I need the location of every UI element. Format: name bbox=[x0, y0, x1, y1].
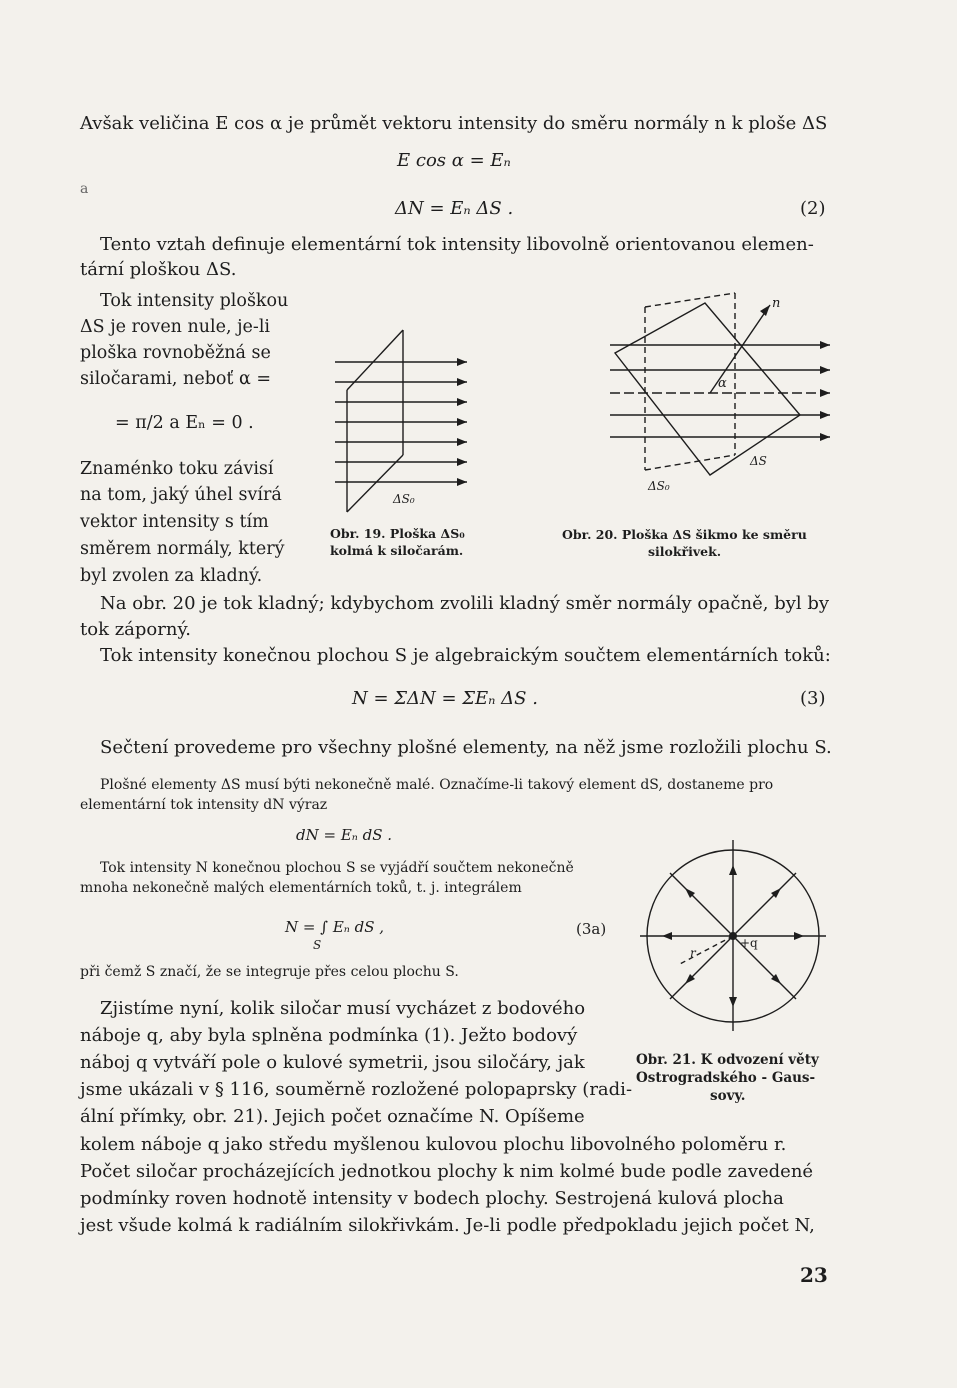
equation-2-number: (2) bbox=[800, 198, 826, 219]
figure-21-label-q: +q bbox=[740, 936, 758, 950]
figure-20-label-ds0: ΔS₀ bbox=[648, 479, 670, 493]
text-line: Znaménko toku závisí bbox=[80, 459, 274, 479]
figure-20-label-alpha: α bbox=[718, 376, 727, 391]
equation-2: ΔN = Eₙ ΔS . bbox=[395, 198, 514, 219]
text-line: ploška rovnoběžná se bbox=[80, 343, 271, 363]
text-line: Tento vztah definuje elementární tok intensity libovolně orientovanou elemen- bbox=[100, 234, 814, 255]
figure-20-label-ds: ΔS bbox=[750, 454, 767, 468]
equation-5-number: (3a) bbox=[576, 920, 607, 938]
text-line: jsme ukázali v § 116, souměrně rozložené polopaprsky (radi- bbox=[80, 1079, 633, 1100]
text-line: jest všude kolmá k radiálním silokřivkám. Je-li podle předpokladu jejich počet N, bbox=[80, 1215, 815, 1236]
equation-4: dN = Eₙ dS . bbox=[296, 826, 393, 844]
text-line: náboj q vytváří pole o kulové symetrii, jsou siločáry, jak bbox=[80, 1052, 585, 1073]
small-text-line: při čemž S značí, že se integruje přes celou plochu S. bbox=[80, 964, 459, 980]
text-line: směrem normály, který bbox=[80, 539, 285, 559]
figure-19 bbox=[325, 320, 475, 520]
text-line: Avšak veličina E cos α je průmět vektoru intensity do směru normály n k ploše ΔS bbox=[80, 113, 828, 134]
text-line: Tok intensity konečnou plochou S je algebraickým součtem elementárních toků: bbox=[100, 645, 831, 666]
small-text-line: Plošné elementy ΔS musí býti nekonečně malé. Označíme-li takový element dS, dostaneme pro bbox=[100, 777, 774, 793]
text-line: na tom, jaký úhel svírá bbox=[80, 485, 282, 505]
text-line: Počet siločar procházejících jednotkou plochy k nim kolmé bude podle zavedené bbox=[80, 1161, 814, 1182]
equation-1: E cos α = Eₙ bbox=[397, 150, 511, 171]
figure-21-caption: Ostrogradského - Gaus- bbox=[636, 1070, 816, 1086]
text-line: tok záporný. bbox=[80, 619, 191, 640]
small-text-line: elementární tok intensity dN výraz bbox=[80, 797, 328, 813]
figure-19-caption: kolmá k siločarám. bbox=[330, 543, 464, 558]
text-line: vektor intensity s tím bbox=[80, 512, 269, 532]
text-line: tární ploškou ΔS. bbox=[80, 259, 237, 280]
text-line: = π/2 a Eₙ = 0 . bbox=[115, 413, 254, 433]
margin-mark: a bbox=[80, 181, 89, 197]
equation-5: N = ∫ Eₙ dS , bbox=[285, 918, 385, 936]
text-line: kolem náboje q jako středu myšlenou kulovou plochu libovolného poloměru r. bbox=[80, 1134, 787, 1155]
text-line: ΔS je roven nule, je-li bbox=[80, 317, 271, 337]
text-line: siločarami, neboť α = bbox=[80, 369, 272, 389]
figure-21-caption: Obr. 21. K odvození věty bbox=[636, 1052, 819, 1068]
figure-20-caption: Obr. 20. Ploška ΔS šikmo ke směru bbox=[562, 527, 807, 542]
text-line: Sečtení provedeme pro všechny plošné elementy, na něž jsme rozložili plochu S. bbox=[100, 737, 832, 758]
figure-20-caption: silokřivek. bbox=[648, 544, 722, 559]
text-line: ální přímky, obr. 21). Jejich počet označíme N. Opíšeme bbox=[80, 1106, 585, 1127]
small-text-line: mnoha nekonečně malých elementárních toků, t. j. integrálem bbox=[80, 880, 522, 896]
text-line: byl zvolen za kladný. bbox=[80, 566, 263, 586]
figure-20-label-n: n bbox=[772, 296, 781, 311]
text-line: Zjistíme nyní, kolik siločar musí vycházet z bodového bbox=[100, 998, 586, 1019]
small-text-line: Tok intensity N konečnou plochou S se vyjádří součtem nekonečně bbox=[100, 860, 574, 876]
figure-21-label-r: r bbox=[690, 946, 696, 960]
text-line: podmínky roven hodnotě intensity v bodech plochy. Sestrojená kulová plocha bbox=[80, 1188, 784, 1209]
page-number: 23 bbox=[800, 1263, 828, 1287]
figure-19-label: ΔS₀ bbox=[393, 492, 415, 506]
equation-5-subscript: S bbox=[313, 938, 322, 952]
text-line: Tok intensity ploškou bbox=[100, 291, 289, 311]
figure-19-caption: Obr. 19. Ploška ΔS₀ bbox=[330, 526, 465, 541]
equation-3-number: (3) bbox=[800, 688, 826, 709]
text-line: náboje q, aby byla splněna podmínka (1). Ježto bodový bbox=[80, 1025, 578, 1046]
figure-21-caption: sovy. bbox=[710, 1088, 746, 1104]
figure-20 bbox=[600, 285, 835, 500]
equation-3: N = ΣΔN = ΣEₙ ΔS . bbox=[352, 688, 538, 709]
figure-21 bbox=[630, 835, 830, 1035]
text-line: Na obr. 20 je tok kladný; kdybychom zvolili kladný směr normály opačně, byl by bbox=[100, 593, 830, 614]
